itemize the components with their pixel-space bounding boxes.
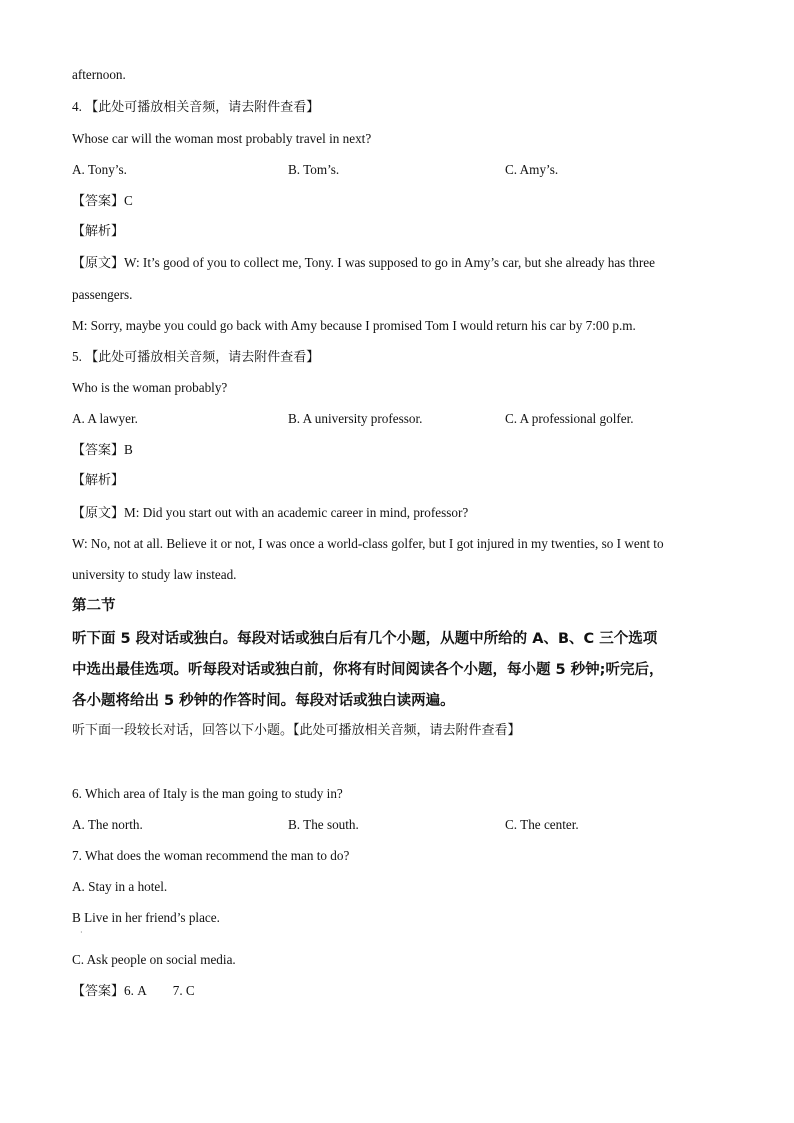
section2-instruction-1: 听下面 5 段对话或独白。每段对话或独白后有几个小题，从题中所给的 A、B、C 三个选项 <box>72 631 658 647</box>
q4-option-b: B. Tom’s. <box>288 162 340 177</box>
q6-option-a: A. The north. <box>72 817 143 832</box>
q4-question: Whose car will the woman most probably travel in next? <box>72 131 372 146</box>
original-label: 【原文】 <box>72 506 125 521</box>
q4-original-1 <box>72 254 655 273</box>
original-label: 【原文】 <box>72 256 125 271</box>
q4-header <box>72 98 319 117</box>
stray-dot: · <box>80 928 83 937</box>
q6-option-c: C. The center. <box>505 817 579 832</box>
section2-instruction-2: 中选出最佳选项。听每段对话或独白前，你将有时间阅读各个小题，每小题 5 秒钟;听完后， <box>72 662 664 678</box>
q7-question: 7. What does the woman recommend the man to do? <box>72 848 350 863</box>
q5-number: 5. <box>72 349 82 364</box>
q4-answer-value: C <box>124 193 133 208</box>
q6-option-b: B. The south. <box>288 817 359 832</box>
answer-label: 【答案】 <box>72 984 125 999</box>
q5-original-2: W: No, not at all. Believe it or not, I was once a world-class golfer, but I got injured in my twenties, so I went to <box>72 536 664 551</box>
q7-option-a: A. Stay in a hotel. <box>72 879 168 894</box>
answer-label: 【答案】 <box>72 443 125 458</box>
continued-text: afternoon. <box>72 67 126 82</box>
q6-answer-value: 6. A <box>124 983 147 998</box>
q5-original-text-1: M: Did you start out with an academic career in mind, professor? <box>124 505 469 520</box>
section2-sub-instruction[interactable]: 听下面一段较长对话，回答以下小题。【此处可播放相关音频，请去附件查看】 <box>72 723 521 738</box>
q6-question: 6. Which area of Italy is the man going to study in? <box>72 786 343 801</box>
q4-answer <box>72 192 133 211</box>
q5-option-b: B. A university professor. <box>288 411 423 426</box>
q5-header <box>72 348 319 367</box>
q5-option-a: A. A lawyer. <box>72 411 138 426</box>
q7-option-b: B Live in her friend’s place. <box>72 910 220 925</box>
section2-title: 第二节 <box>72 598 116 614</box>
q5-answer-value: B <box>124 442 133 457</box>
q5-option-c: C. A professional golfer. <box>505 411 634 426</box>
q5-audio-link[interactable]: 【此处可播放相关音频，请去附件查看】 <box>85 350 320 365</box>
q5-original-3: university to study law instead. <box>72 567 237 582</box>
q5-analysis-label: 【解析】 <box>72 473 125 488</box>
q4-original-text-1: W: It’s good of you to collect me, Tony. I was supposed to go in Amy’s car, but she already has three <box>124 255 655 270</box>
q4-original-3: M: Sorry, maybe you could go back with Amy because I promised Tom I would return his car by 7:00 p.m. <box>72 318 636 333</box>
q4-option-a: A. Tony’s. <box>72 162 127 177</box>
q67-answer <box>72 982 195 1001</box>
q4-analysis-label: 【解析】 <box>72 224 125 239</box>
q4-original-2: passengers. <box>72 287 133 302</box>
section2-instruction-3: 各小题将给出 5 秒钟的作答时间。每段对话或独白读两遍。 <box>72 693 455 709</box>
q4-option-c: C. Amy’s. <box>505 162 559 177</box>
q5-answer <box>72 441 133 460</box>
q5-original-1 <box>72 504 468 523</box>
q4-number: 4. <box>72 99 82 114</box>
q7-option-c: C. Ask people on social media. <box>72 952 236 967</box>
q4-audio-link[interactable]: 【此处可播放相关音频，请去附件查看】 <box>85 100 320 115</box>
answer-label: 【答案】 <box>72 194 125 209</box>
q7-answer-value: 7. C <box>172 983 195 998</box>
q5-question: Who is the woman probably? <box>72 380 228 395</box>
